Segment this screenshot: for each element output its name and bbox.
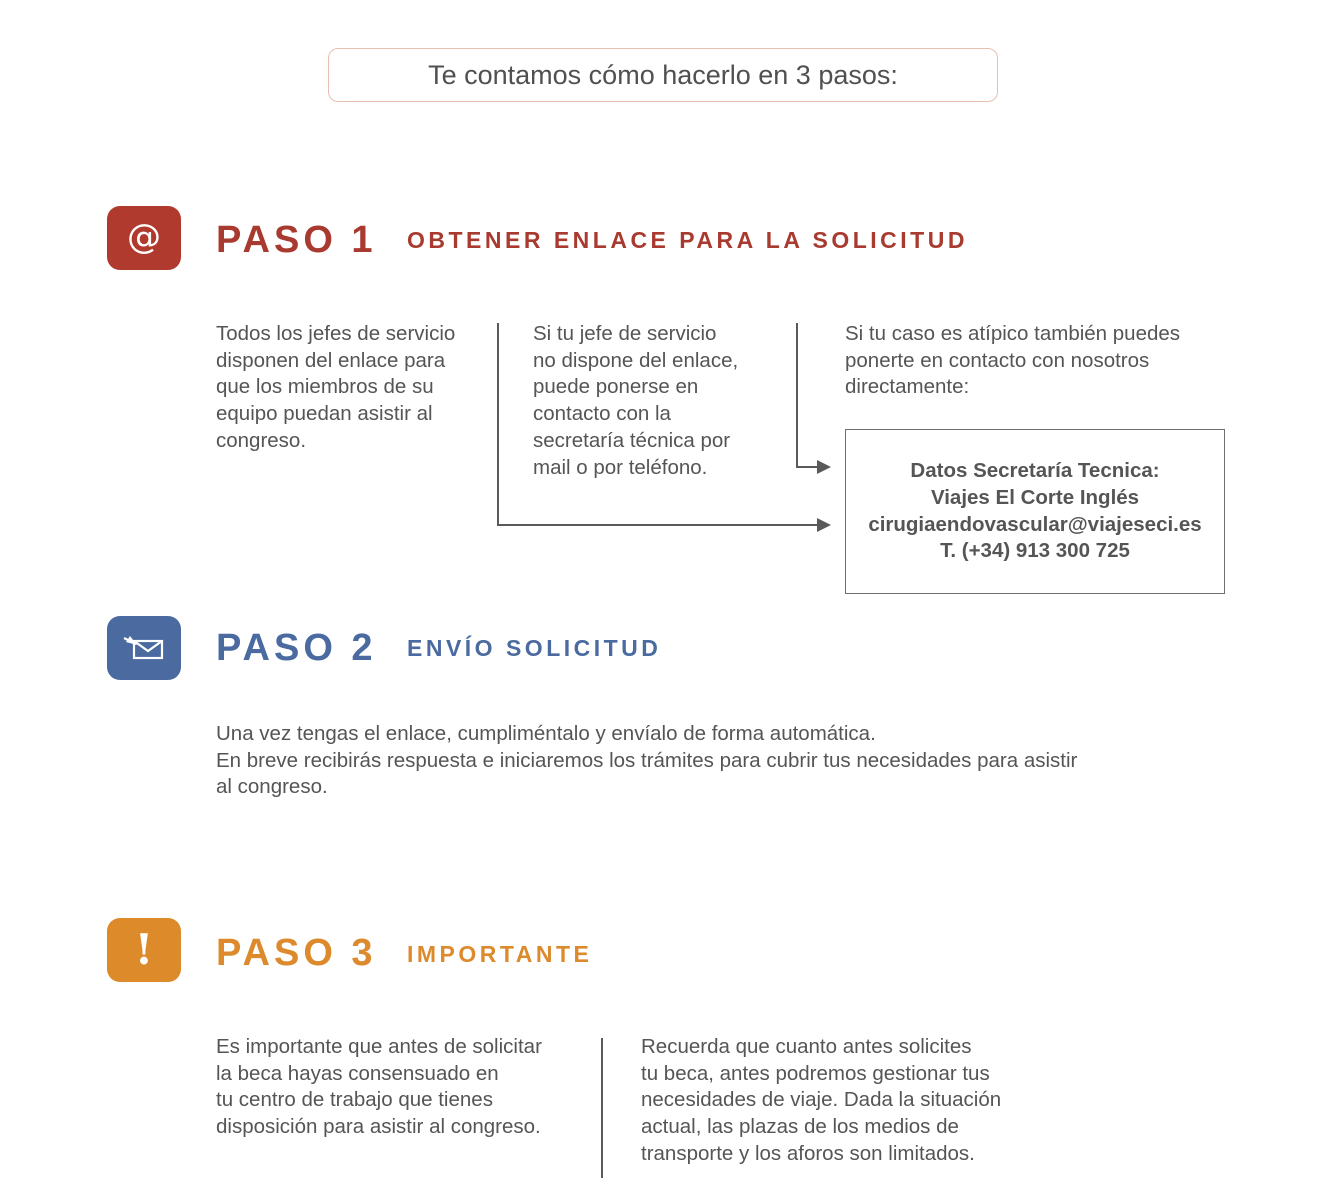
column-divider-right — [796, 323, 798, 468]
contact-title: Datos Secretaría Tecnica: — [910, 459, 1160, 483]
step-1-label: PASO 1 — [216, 219, 377, 261]
connector-line-upper — [796, 466, 817, 468]
column-divider — [601, 1038, 603, 1178]
contact-phone[interactable]: T. (+34) 913 300 725 — [940, 539, 1130, 563]
step-1-column-3: Si tu caso es atípico también puedes ponerte en contacto con nosotros directamente: — [845, 322, 1181, 399]
envelope-icon — [122, 633, 166, 663]
exclamation-icon: ! — [134, 925, 154, 974]
step-2-icon-badge — [107, 616, 181, 680]
step-3-column-1: Es importante que antes de solicitar la beca hayas consensuado en tu centro de trabajo que tienes disposición para asistir al congreso. — [216, 1035, 542, 1139]
step-3-subtitle: IMPORTANTE — [407, 941, 593, 967]
step-1-column-1: Todos los jefes de servicio disponen del enlace para que los miembros de su equipo puedan asistir al congreso. — [216, 322, 456, 452]
step-2-label: PASO 2 — [216, 627, 377, 669]
contact-email-link[interactable]: cirugiaendovascular@viajeseci.es — [868, 512, 1202, 536]
step-1-column-2: Si tu jefe de servicio no dispone del enlace, puede ponerse en contacto con la secretaría técnica por mail o por teléfono. — [533, 322, 739, 479]
contact-details-box — [845, 429, 1225, 594]
arrow-right-icon — [817, 518, 831, 532]
at-sign-icon: @ — [127, 217, 161, 257]
step-2-description: Una vez tengas el enlace, cumpliméntalo y envíalo de forma automática. En breve recibirás respuesta e iniciaremos los trámites para cubrir tus necesidades para asistir al congreso. — [216, 722, 1078, 799]
contact-company: Viajes El Corte Inglés — [930, 485, 1140, 509]
intro-title: Te contamos cómo hacerlo en 3 pasos: — [428, 59, 898, 90]
step-2-subtitle: ENVÍO SOLICITUD — [407, 635, 662, 661]
arrow-right-icon — [817, 460, 831, 474]
column-divider-left — [497, 323, 499, 526]
step-3-icon-badge — [107, 918, 181, 982]
step-3-label: PASO 3 — [216, 932, 377, 974]
step-1-icon-badge — [107, 206, 181, 270]
connector-line-lower — [497, 524, 817, 526]
intro-banner — [328, 48, 998, 102]
step-1-subtitle: OBTENER ENLACE PARA LA SOLICITUD — [407, 227, 968, 253]
step-3-column-2: Recuerda que cuanto antes solicites tu beca, antes podremos gestionar tus necesidades de viaje. Dada la situación actual, las plazas de los medios de transporte y los aforos son limitados. — [641, 1035, 1002, 1165]
